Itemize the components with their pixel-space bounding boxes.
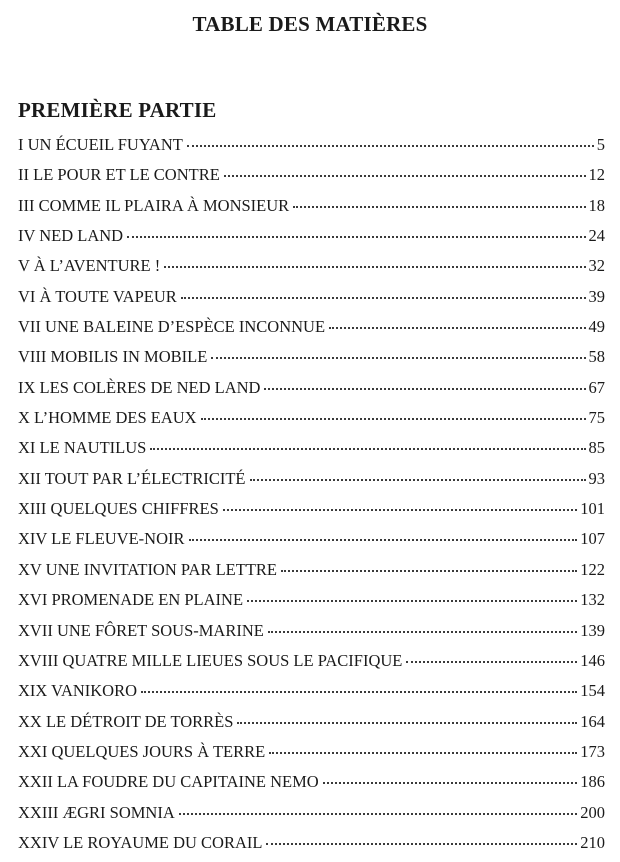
- toc-entry[interactable]: [18, 191, 605, 221]
- dot-leader: [329, 326, 585, 329]
- page-number: 146: [580, 650, 605, 670]
- chapter-title: IX LES COLÈRES DE NED LAND: [18, 377, 261, 397]
- page-number: 186: [580, 772, 605, 792]
- page-number: 24: [588, 226, 605, 246]
- chapter-title: II LE POUR ET LE CONTRE: [18, 165, 220, 185]
- chapter-title: XXIV LE ROYAUME DU CORAIL: [18, 832, 263, 852]
- dot-leader: [223, 508, 577, 511]
- toc-entry[interactable]: [18, 798, 605, 828]
- page-number: 93: [588, 468, 605, 488]
- dot-leader: [323, 781, 578, 784]
- dot-leader: [237, 721, 577, 724]
- page-number: 75: [588, 408, 605, 428]
- toc-entry[interactable]: [18, 433, 605, 463]
- toc-entry[interactable]: [18, 524, 605, 554]
- chapter-title: XX LE DÉTROIT DE TORRÈS: [18, 711, 234, 731]
- page-number: 139: [580, 620, 605, 640]
- toc-entry[interactable]: [18, 373, 605, 403]
- dot-leader: [181, 296, 586, 299]
- chapter-title: XXI QUELQUES JOURS À TERRE: [18, 741, 266, 761]
- chapter-title: XXII LA FOUDRE DU CAPITAINE NEMO: [18, 772, 319, 792]
- chapter-title: VI À TOUTE VAPEUR: [18, 286, 177, 306]
- page-number: 107: [580, 529, 605, 549]
- dot-leader: [164, 265, 585, 268]
- toc-entry[interactable]: [18, 494, 605, 524]
- chapter-title: VII UNE BALEINE D’ESPÈCE INCONNUE: [18, 317, 326, 337]
- chapter-title: III COMME IL PLAIRA À MONSIEUR: [18, 195, 290, 215]
- page-title: TABLE DES MATIÈRES: [192, 12, 428, 36]
- dot-leader: [189, 538, 578, 541]
- toc-entry[interactable]: [18, 767, 605, 797]
- dot-leader: [268, 630, 577, 633]
- dot-leader: [247, 599, 577, 602]
- dot-leader: [187, 144, 594, 147]
- dot-leader: [281, 569, 577, 572]
- toc-entry[interactable]: [18, 616, 605, 646]
- part-heading: PREMIÈRE PARTIE: [18, 98, 217, 122]
- toc-entry[interactable]: [18, 676, 605, 706]
- toc-entry[interactable]: [18, 828, 605, 858]
- chapter-title: X L’HOMME DES EAUX: [18, 408, 197, 428]
- toc-entry[interactable]: [18, 282, 605, 312]
- toc-entry[interactable]: [18, 585, 605, 615]
- chapter-title: I UN ÉCUEIL FUYANT: [18, 135, 183, 154]
- toc-entry[interactable]: [18, 646, 605, 676]
- dot-leader: [179, 812, 578, 815]
- page-number: 39: [588, 286, 605, 306]
- dot-leader: [266, 842, 577, 845]
- chapter-title: XVI PROMENADE EN PLAINE: [18, 590, 244, 610]
- toc-entry[interactable]: [18, 251, 605, 281]
- page-number: 154: [580, 681, 605, 701]
- dot-leader: [201, 417, 586, 420]
- dot-leader: [224, 174, 586, 177]
- page-number: 18: [588, 195, 605, 215]
- chapter-title: XII TOUT PAR L’ÉLECTRICITÉ: [18, 468, 246, 488]
- chapter-title: XIX VANIKORO: [18, 681, 138, 701]
- dot-leader: [293, 205, 585, 208]
- chapter-title: XIII QUELQUES CHIFFRES: [18, 499, 219, 519]
- toc-entry[interactable]: [18, 312, 605, 342]
- page-number: 210: [580, 832, 605, 852]
- toc-entry[interactable]: [18, 403, 605, 433]
- dot-leader: [406, 660, 577, 663]
- page-number: 101: [580, 499, 605, 519]
- dot-leader: [269, 751, 577, 754]
- chapter-title: XI LE NAUTILUS: [18, 438, 147, 458]
- toc-entry[interactable]: [18, 737, 605, 767]
- chapter-title: VIII MOBILIS IN MOBILE: [18, 347, 208, 367]
- page-number: 173: [580, 741, 605, 761]
- toc-entry[interactable]: [18, 555, 605, 585]
- chapter-title: XV UNE INVITATION PAR LETTRE: [18, 559, 277, 579]
- page-number: 49: [588, 317, 605, 337]
- dot-leader: [141, 690, 577, 693]
- page-number: 67: [588, 377, 605, 397]
- chapter-title: V À L’AVENTURE !: [18, 256, 161, 276]
- page-number: 132: [580, 590, 605, 610]
- toc-entry[interactable]: [18, 707, 605, 737]
- dot-leader: [150, 447, 585, 450]
- chapter-title: XIV LE FLEUVE-NOIR: [18, 529, 185, 549]
- page-number: 85: [588, 438, 605, 458]
- dot-leader: [127, 235, 585, 238]
- toc-entry[interactable]: [18, 342, 605, 372]
- toc-entry[interactable]: [18, 130, 605, 160]
- page-number: 164: [580, 711, 605, 731]
- dot-leader: [250, 478, 586, 481]
- chapter-title: XXIII ÆGRI SOMNIA: [18, 802, 175, 822]
- dot-leader: [211, 356, 585, 359]
- page-number: 32: [588, 256, 605, 276]
- toc-entry[interactable]: [18, 464, 605, 494]
- toc-entry[interactable]: [18, 160, 605, 190]
- toc-list: [18, 130, 605, 858]
- chapter-title: IV NED LAND: [18, 226, 124, 246]
- page-number: 12: [588, 165, 605, 185]
- dot-leader: [264, 387, 585, 390]
- chapter-title: XVIII QUATRE MILLE LIEUES SOUS LE PACIFIQUE: [18, 650, 403, 670]
- page-number: 200: [580, 802, 605, 822]
- chapter-title: XVII UNE FÔRET SOUS-MARINE: [18, 620, 264, 640]
- page-number: 58: [588, 347, 605, 367]
- toc-entry[interactable]: [18, 221, 605, 251]
- page-number: 122: [580, 559, 605, 579]
- page-number: 5: [596, 135, 605, 154]
